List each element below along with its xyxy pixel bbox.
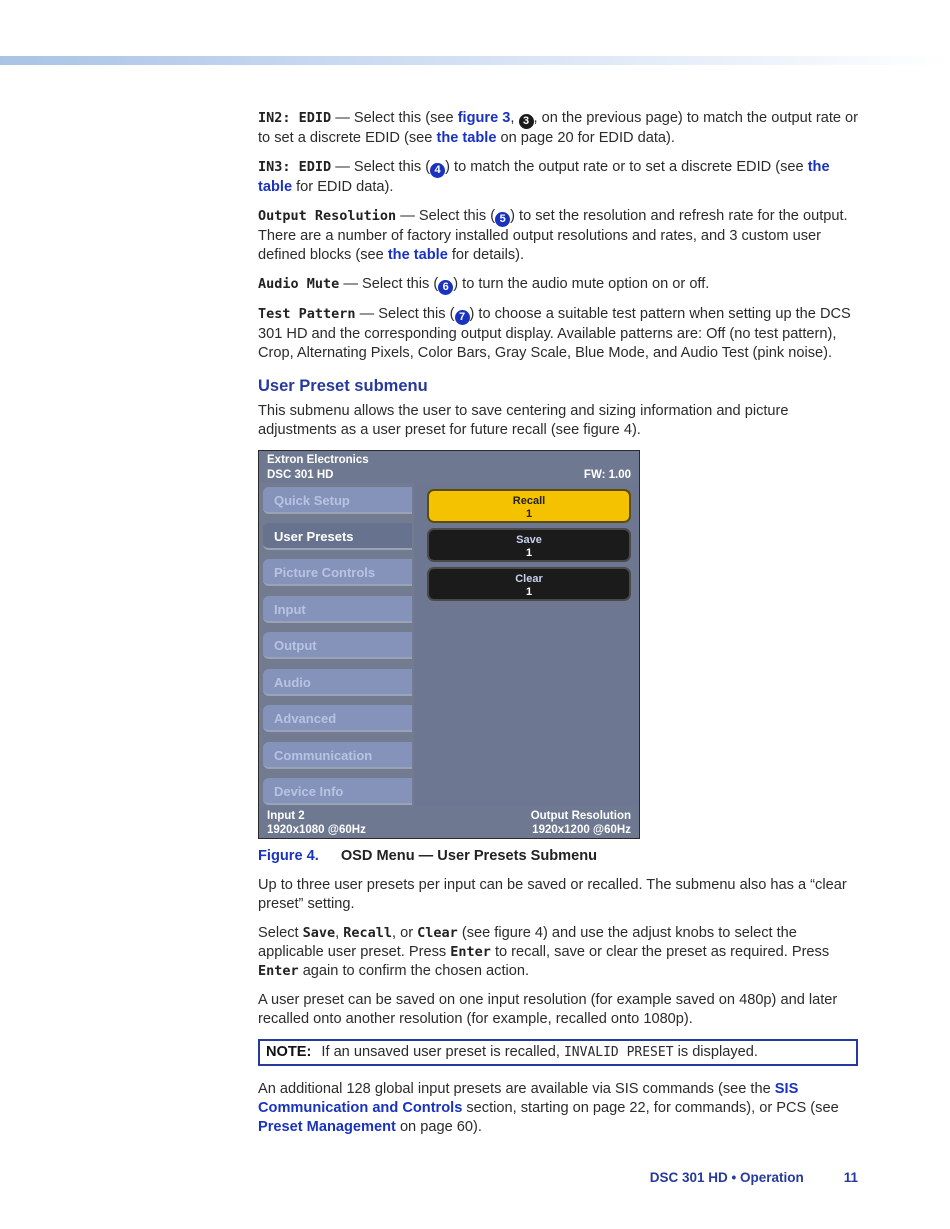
callout-number-icon: 4 (430, 163, 445, 178)
callout-number-icon: 3 (519, 114, 534, 129)
osd-status-bar (259, 806, 639, 838)
text: Select (258, 925, 303, 941)
paragraph-global-presets (258, 1080, 862, 1137)
recall-button-value: 1 (525, 508, 533, 520)
note-code: INVALID PRESET (563, 1045, 674, 1060)
footer-title: DSC 301 HD • Operation (649, 1170, 804, 1185)
callout-number-icon: 6 (438, 280, 453, 295)
text: If an unsaved user preset is recalled, (321, 1044, 564, 1060)
page-content (258, 109, 862, 1147)
page-footer (650, 1170, 858, 1185)
text: , on the previous page) to match the output rate or to set a discrete EDID (see (258, 110, 859, 146)
osd-input-resolution: 1920x1080 @60Hz (267, 824, 366, 836)
text: ) to match the output rate or to set a discrete EDID (see (445, 159, 808, 175)
link-the-table[interactable]: the table (387, 247, 448, 263)
link-figure-3[interactable]: figure 3 (457, 110, 511, 126)
osd-brand: Extron Electronics (267, 454, 369, 466)
figure-caption (258, 847, 862, 866)
osd-input-label: Input 2 (267, 810, 305, 822)
text: (see figure 4) and use the adjust knobs to select the applicable user preset. Press (258, 925, 797, 960)
link-sis-communication[interactable]: SIS Communication and Controls (258, 1081, 799, 1116)
osd-header (259, 451, 639, 483)
paragraph-test-pattern (258, 305, 862, 363)
code-term: Save (302, 925, 336, 941)
code-term: IN3: EDID (258, 159, 332, 175)
code-term: Recall (343, 925, 393, 941)
code-term: Enter (450, 944, 491, 960)
code-term: Clear (417, 925, 458, 941)
text: for EDID data). (292, 179, 394, 195)
text: — Select this ( (331, 159, 431, 175)
code-term: IN2: EDID (258, 110, 332, 126)
note-box (258, 1039, 858, 1066)
clear-button-value: 1 (525, 586, 533, 598)
text: — Select this ( (396, 208, 496, 224)
note-label: NOTE: (266, 1044, 312, 1060)
osd-menu-figure (258, 450, 640, 839)
header-gradient-bar (0, 56, 950, 65)
recall-button-label: Recall (512, 495, 546, 507)
text: for details). (447, 247, 525, 263)
code-term: Audio Mute (258, 276, 340, 292)
osd-firmware: FW: 1.00 (583, 469, 631, 481)
recall-button[interactable] (427, 489, 631, 523)
osd-menu-list (259, 483, 414, 806)
save-button-label: Save (516, 534, 542, 546)
osd-output-resolution: 1920x1200 @60Hz (532, 824, 631, 836)
clear-button-label: Clear (515, 573, 543, 585)
code-term: Enter (258, 963, 299, 979)
text: on page 60). (395, 1119, 482, 1135)
figure-title: OSD Menu — User Presets Submenu (340, 848, 598, 864)
text: to recall, save or clear the preset as required. Press (490, 944, 830, 960)
clear-button[interactable] (427, 567, 631, 601)
code-term: Test Pattern (258, 306, 356, 322)
link-the-table[interactable]: the table (258, 159, 830, 195)
save-button-value: 1 (525, 547, 533, 559)
text: again to confirm the chosen action. (298, 963, 530, 979)
text: , (335, 925, 344, 941)
osd-model: DSC 301 HD (267, 469, 334, 481)
text: — Select this (see (331, 110, 458, 126)
text: on page 20 for EDID data). (496, 130, 675, 146)
osd-menu-item-user-presets[interactable]: User Presets (263, 523, 412, 550)
osd-menu-item-communication[interactable]: Communication (263, 742, 412, 769)
callout-number-icon: 7 (455, 310, 470, 325)
text: is displayed. (673, 1044, 758, 1060)
callout-number-icon: 5 (495, 212, 510, 227)
osd-output-label: Output Resolution (530, 810, 631, 822)
text: — Select this ( (355, 306, 455, 322)
link-the-table[interactable]: the table (436, 130, 497, 146)
osd-menu-item-input[interactable]: Input (263, 596, 412, 623)
paragraph-select (258, 924, 862, 981)
paragraph-in3-edid (258, 158, 862, 197)
paragraph-output-resolution (258, 207, 862, 265)
paragraph-in2-edid (258, 109, 862, 148)
text: section, starting on page 22, for commands), or PCS (see (462, 1100, 839, 1116)
osd-menu-item-picture-controls[interactable]: Picture Controls (263, 559, 412, 586)
paragraph-three-presets: Up to three user presets per input can be saved or recalled. The submenu also has a “clear preset” setting. (258, 877, 847, 912)
paragraph-saved-recalled: A user preset can be saved on one input resolution (for example saved on 480p) and later recalled onto another resolution (for example, recalled onto 1080p). (258, 992, 838, 1027)
save-button[interactable] (427, 528, 631, 562)
link-preset-management[interactable]: Preset Management (258, 1119, 396, 1135)
section-heading: User Preset submenu (258, 377, 428, 395)
osd-menu-item-device-info[interactable]: Device Info (263, 778, 412, 805)
figure-number: Figure 4. (258, 848, 319, 864)
osd-menu-item-quick-setup[interactable]: Quick Setup (263, 487, 412, 514)
text: An additional 128 global input presets are available via SIS commands (see the (258, 1081, 775, 1097)
text: ) to set the resolution and refresh rate for the output. There are a number of factory installed output resolutions and rates, and 3 custom user defined blocks (see (258, 208, 848, 263)
osd-menu-item-audio[interactable]: Audio (263, 669, 412, 696)
paragraph-intro: This submenu allows the user to save centering and sizing information and picture adjustments as a user preset for future recall (see figure 4). (258, 403, 789, 438)
osd-menu-item-output[interactable]: Output (263, 632, 412, 659)
paragraph-audio-mute (258, 275, 862, 295)
page-number: 11 (843, 1170, 858, 1185)
code-term: Output Resolution (258, 208, 397, 224)
osd-menu-item-advanced[interactable]: Advanced (263, 705, 412, 732)
text: — Select this ( (339, 276, 439, 292)
text: ) to turn the audio mute option on or off. (453, 276, 710, 292)
osd-submenu-panel (414, 483, 639, 806)
text: , or (392, 925, 418, 941)
text: , (510, 110, 519, 126)
text: ) to choose a suitable test pattern when setting up the DCS 301 HD and the corresponding output display. Available patterns are: Off (no test pattern), Crop, Alternating Pixels, Color Bars, Gray Scale, Blue Mode, and Audio Test (pink noise). (258, 306, 851, 361)
